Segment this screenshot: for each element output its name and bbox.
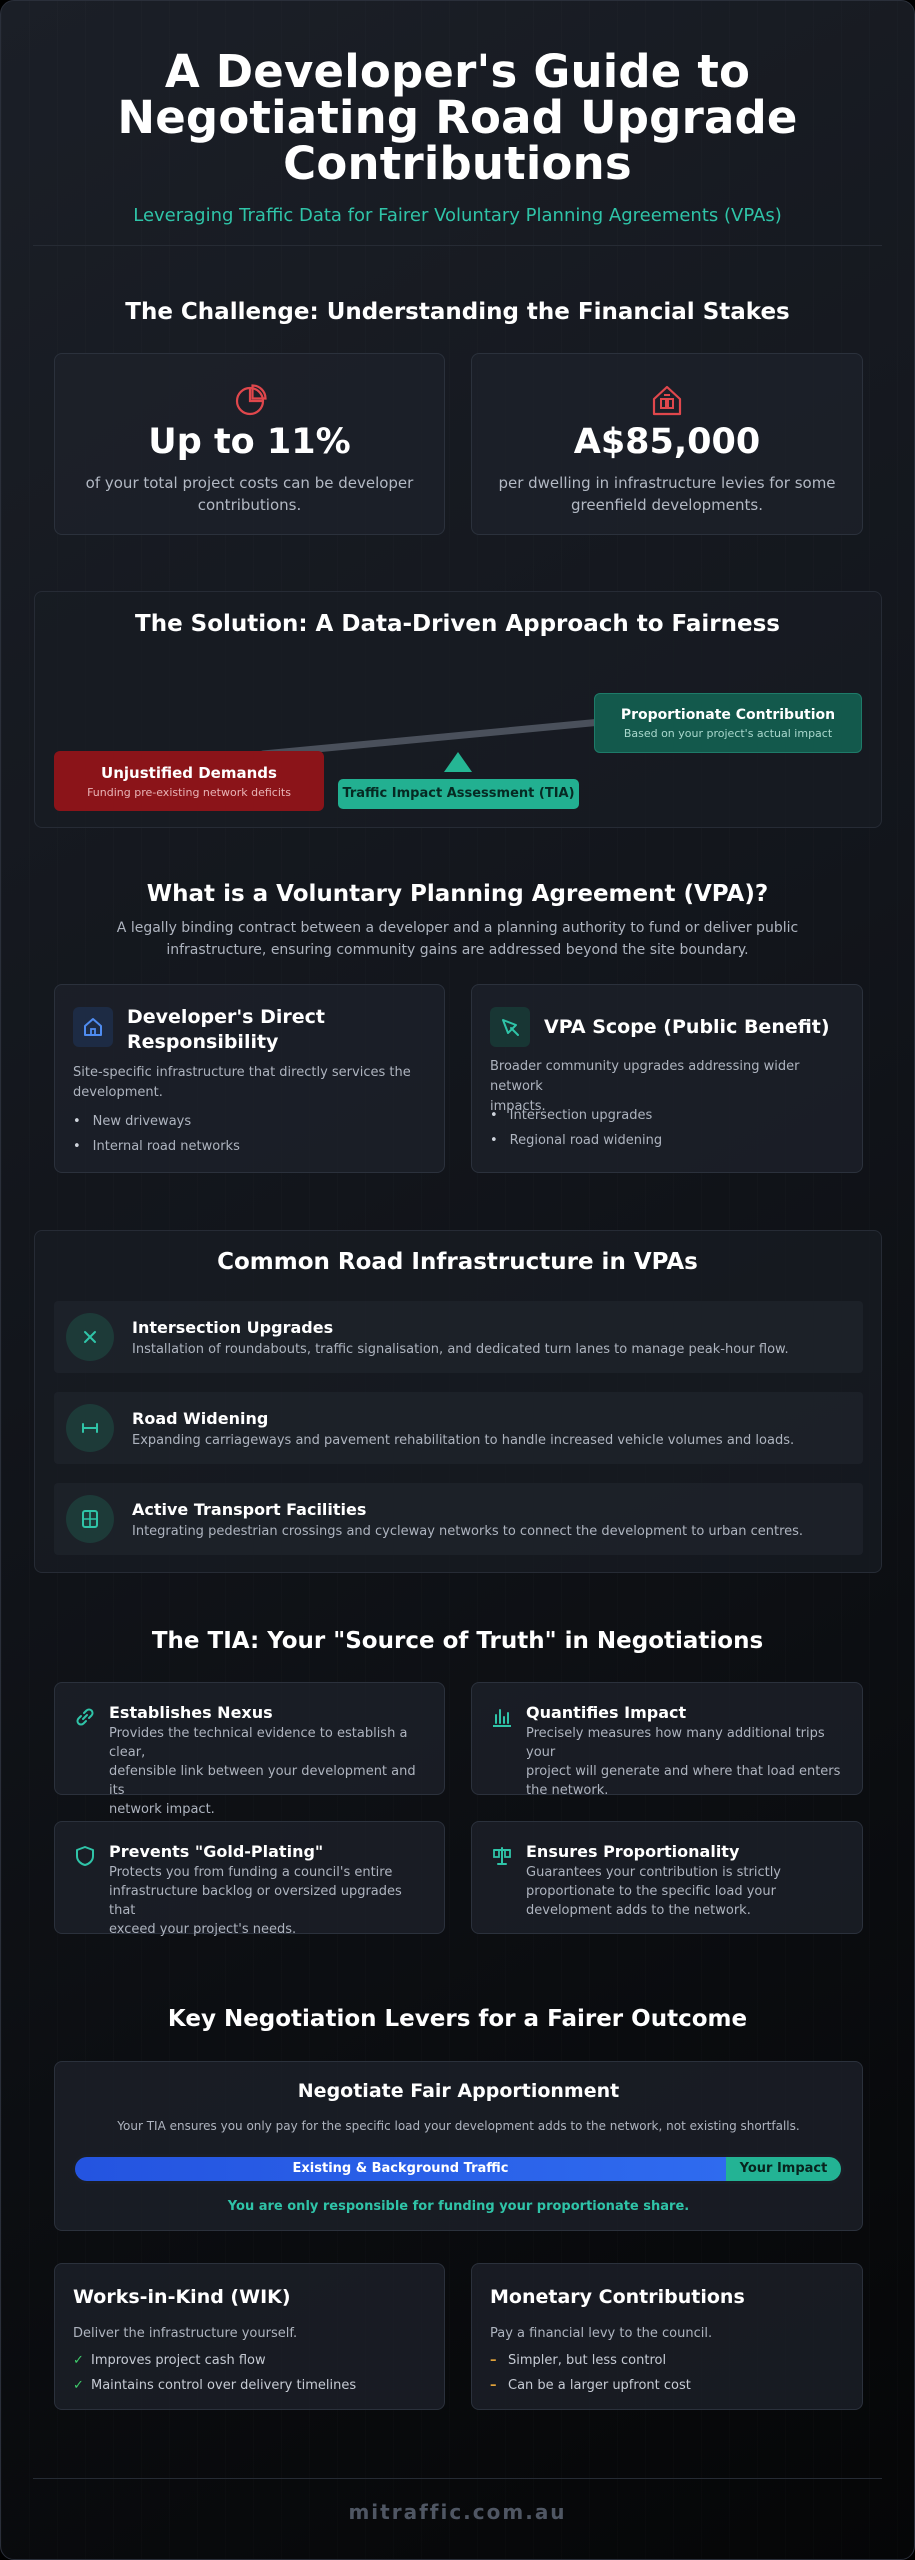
stat-card-levy <box>471 353 863 535</box>
stat-value: Up to 11% <box>148 422 351 462</box>
list-item: • New driveways <box>73 1109 424 1134</box>
apportionment-note: You are only responsible for funding your proportionate share. <box>227 2199 690 2214</box>
tia-card-desc <box>526 1863 844 1920</box>
divider <box>33 245 882 246</box>
apportionment-card <box>54 2061 863 2231</box>
desc-line: impacts. <box>490 1099 546 1114</box>
desc-line: Precisely measures how many additional trips your <box>526 1726 825 1760</box>
infra-item-desc: Integrating pedestrian crossings and cycleway networks to connect the development to urban centres. <box>132 1524 804 1539</box>
desc-line: exceed your project's needs. <box>109 1922 297 1937</box>
tia-card-proportionality <box>471 1821 863 1934</box>
apportionment-bar <box>72 2154 844 2184</box>
list-item-text: Maintains control over delivery timelines <box>91 2378 357 2393</box>
list-item-text: Can be a larger upfront cost <box>508 2378 691 2393</box>
stat-card-cost <box>54 353 445 535</box>
infra-item-widening <box>54 1392 863 1464</box>
dash-icon: – <box>490 2353 497 2368</box>
list-item-text: Simpler, but less control <box>508 2353 667 2368</box>
desc-line: development adds to the network. <box>526 1903 751 1918</box>
tia-card-title: Quantifies Impact <box>526 1703 687 1722</box>
vpa-title: What is a Voluntary Planning Agreement (VPA)? <box>146 881 769 907</box>
vpa-desc-line: infrastructure, ensuring community gains are addressed beyond the site boundary. <box>166 942 749 958</box>
desc-line: development. <box>73 1085 163 1100</box>
infra-item-title: Active Transport Facilities <box>132 1500 367 1519</box>
infra-item-intersection <box>54 1301 863 1373</box>
desc-line: Protects you from funding a council's entire <box>109 1865 393 1880</box>
option-desc: Pay a financial levy to the council. <box>490 2326 713 2341</box>
stat-description: per dwelling in infrastructure levies for some greenfield developments. <box>498 474 836 514</box>
tia-title: The TIA: Your "Source of Truth" in Negotiations <box>151 1628 764 1654</box>
stat-description: of your total project costs can be developer contributions. <box>85 474 414 514</box>
scale-icon <box>490 1844 514 1868</box>
title-line-1: A Developer's Guide to <box>164 45 751 98</box>
tia-card-quantifies <box>471 1682 863 1798</box>
list-item <box>490 2348 691 2373</box>
infra-item-desc: Installation of roundabouts, traffic signalisation, and dedicated turn lanes to manage peak-hour flow. <box>132 1342 789 1357</box>
infra-item-title: Intersection Upgrades <box>132 1318 334 1337</box>
desc-line: project will generate and where that load enters <box>526 1764 841 1779</box>
option-title: Works-in-Kind (WIK) <box>73 2286 291 2308</box>
apportionment-title: Negotiate Fair Apportionment <box>297 2080 620 2102</box>
vpa-desc-line: A legally binding contract between a developer and a planning authority to fund or deliver public <box>116 920 799 936</box>
list-item: • Intersection upgrades <box>490 1103 842 1128</box>
existing-traffic-segment: Existing & Background Traffic <box>75 2157 726 2181</box>
vpa-card-scope <box>471 984 863 1173</box>
vpa-card-list <box>490 1103 842 1153</box>
vpa-card-list <box>73 1109 424 1159</box>
desc-line: Site-specific infrastructure that directly services the <box>73 1065 411 1080</box>
proportionate-title: Proportionate Contribution <box>620 707 836 723</box>
house-money-icon <box>649 382 685 418</box>
option-list <box>490 2348 691 2398</box>
vpa-card-desc <box>73 1063 424 1103</box>
desc-line: Provides the technical evidence to establish a clear, <box>109 1726 408 1760</box>
unjustified-demands-box <box>54 751 324 811</box>
list-item-text: Improves project cash flow <box>91 2353 266 2368</box>
solution-title: The Solution: A Data-Driven Approach to Fairness <box>135 611 780 637</box>
challenge-title: The Challenge: Understanding the Financial Stakes <box>125 299 790 325</box>
check-icon: ✓ <box>73 2378 84 2393</box>
page-title <box>1 45 914 190</box>
vpa-description <box>1 917 914 961</box>
monetary-contributions-card <box>471 2263 863 2410</box>
tia-card-title: Ensures Proportionality <box>526 1842 740 1861</box>
dash-icon: – <box>490 2378 497 2393</box>
tia-card-nexus <box>54 1682 445 1817</box>
desc-line: Broader community upgrades addressing wider network <box>490 1059 800 1094</box>
list-item <box>73 2348 356 2373</box>
option-title: Monetary Contributions <box>490 2286 745 2308</box>
desc-line: network impact. <box>109 1802 215 1817</box>
widen-arrows-icon <box>66 1404 114 1452</box>
shield-icon <box>73 1844 97 1868</box>
footer-divider <box>33 2478 882 2479</box>
infra-item-active-transport <box>54 1483 863 1555</box>
tia-card-desc <box>109 1863 426 1939</box>
home-icon <box>73 1007 113 1047</box>
proportionate-subtitle: Based on your project's actual impact <box>623 727 833 740</box>
works-in-kind-card <box>54 2263 445 2410</box>
vpa-card-developer <box>54 984 445 1173</box>
pie-chart-icon <box>232 382 268 418</box>
option-desc: Deliver the infrastructure yourself. <box>73 2326 298 2341</box>
unjustified-subtitle: Funding pre-existing network deficits <box>87 786 291 799</box>
your-impact-segment: Your Impact <box>726 2157 841 2181</box>
list-item: • Internal road networks <box>73 1134 424 1159</box>
infra-item-desc: Expanding carriageways and pavement rehabilitation to handle increased vehicle volumes and loads. <box>132 1433 795 1448</box>
tia-pill: Traffic Impact Assessment (TIA) <box>338 779 579 809</box>
option-list <box>73 2348 356 2398</box>
infrastructure-title: Common Road Infrastructure in VPAs <box>217 1249 698 1275</box>
desc-line: the network. <box>526 1783 609 1798</box>
title-line-2: Negotiating Road Upgrade <box>117 91 798 144</box>
list-item: • Regional road widening <box>490 1128 842 1153</box>
tia-card-gold-plating <box>54 1821 445 1937</box>
desc-line: infrastructure backlog or oversized upgrades that <box>109 1884 402 1918</box>
bar-chart-icon <box>490 1705 514 1729</box>
megaphone-icon <box>490 1007 530 1047</box>
title-line: Responsibility <box>127 1031 279 1053</box>
list-item <box>73 2373 356 2398</box>
unjustified-title: Unjustified Demands <box>101 764 277 782</box>
desc-line: proportionate to the specific load your <box>526 1884 776 1899</box>
page-subtitle: Leveraging Traffic Data for Fairer Voluntary Planning Agreements (VPAs) <box>133 205 782 226</box>
desc-line: Guarantees your contribution is strictly <box>526 1865 782 1880</box>
x-intersection-icon <box>66 1313 114 1361</box>
check-icon: ✓ <box>73 2353 84 2368</box>
levers-title: Key Negotiation Levers for a Fairer Outcome <box>167 2006 748 2032</box>
tia-card-title: Establishes Nexus <box>109 1703 273 1722</box>
infra-item-title: Road Widening <box>132 1409 269 1428</box>
tia-card-desc <box>526 1724 844 1800</box>
apportionment-desc: Your TIA ensures you only pay for the specific load your development adds to the network, not existing shortfalls. <box>117 2119 800 2133</box>
link-icon <box>73 1705 97 1729</box>
tia-card-desc <box>109 1724 426 1819</box>
path-icon <box>66 1495 114 1543</box>
footer-site-link[interactable]: mitraffic.com.au <box>348 2500 567 2524</box>
list-item <box>490 2373 691 2398</box>
stat-value: A$85,000 <box>573 422 761 462</box>
proportionate-contribution-box <box>594 693 862 753</box>
vpa-card-title <box>127 1005 424 1055</box>
vpa-card-title: VPA Scope (Public Benefit) <box>544 1016 830 1038</box>
desc-line: defensible link between your development and its <box>109 1764 416 1798</box>
title-line-3: Contributions <box>283 137 632 190</box>
title-line: Developer's Direct <box>127 1006 325 1028</box>
hero <box>1 1 914 226</box>
tia-card-title: Prevents "Gold-Plating" <box>109 1842 324 1861</box>
